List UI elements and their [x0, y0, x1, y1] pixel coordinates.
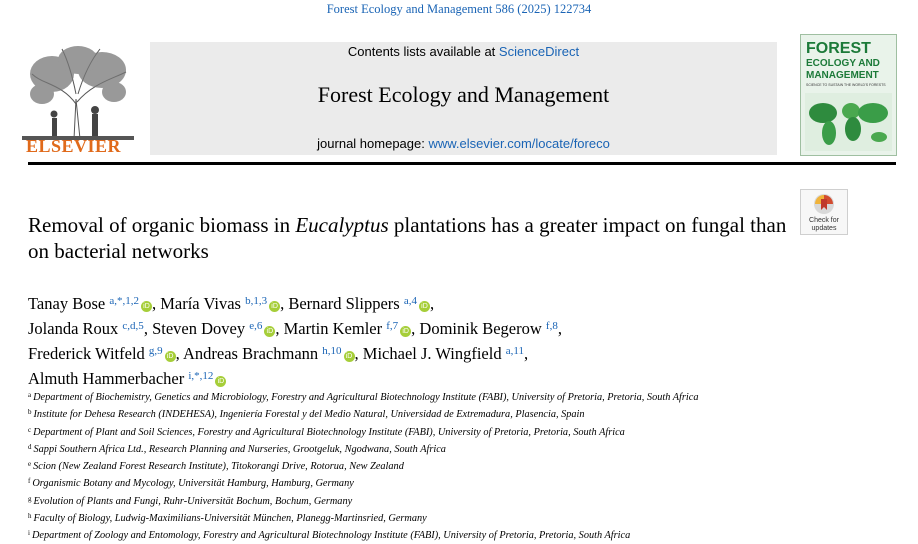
- article-title: [28, 212, 798, 264]
- affiliation-key: a: [28, 391, 32, 399]
- orcid-icon[interactable]: iD: [344, 351, 355, 362]
- author-affiliation-marks[interactable]: e,6: [249, 320, 263, 332]
- affiliation-key: e: [28, 460, 32, 469]
- affiliation-item: [28, 405, 888, 422]
- author-affiliation-marks[interactable]: a,11: [505, 345, 524, 357]
- sciencedirect-link[interactable]: ScienceDirect: [498, 44, 580, 59]
- orcid-icon[interactable]: iD: [269, 301, 280, 312]
- affiliation-item: [28, 423, 888, 440]
- author-name[interactable]: Tanay Bose: [28, 294, 106, 313]
- affiliation-item: [28, 509, 888, 526]
- publisher-name[interactable]: ELSEVIER: [26, 136, 122, 156]
- author-separator: ,: [523, 344, 529, 363]
- author-affiliation-marks[interactable]: g,9: [148, 345, 163, 357]
- affiliation-item: [28, 526, 888, 543]
- homepage-prefix: journal homepage:: [317, 136, 429, 151]
- cover-line2: ECOLOGY AND: [806, 58, 880, 69]
- author-separator: ,: [429, 294, 435, 313]
- affiliation-key: g: [28, 494, 32, 503]
- author-entry: [419, 319, 562, 338]
- author-separator: ,: [411, 319, 416, 338]
- affiliation-key: d: [28, 442, 32, 451]
- orcid-icon[interactable]: iD: [165, 351, 176, 362]
- author-name[interactable]: Jolanda Roux: [28, 319, 119, 338]
- affiliation-item: [28, 440, 888, 457]
- affiliation-text: Sappi Southern Africa Ltd., Research Planning and Nurseries, Grootgeluk, Ngodwana, South Africa: [33, 443, 446, 455]
- author-entry: [28, 344, 180, 363]
- author-name[interactable]: María Vivas: [160, 294, 241, 313]
- author-name[interactable]: Martin Kemler: [283, 319, 383, 338]
- author-affiliation-marks[interactable]: f,8: [545, 320, 558, 332]
- orcid-icon[interactable]: iD: [419, 301, 430, 312]
- author-affiliation-marks[interactable]: f,7: [386, 320, 399, 332]
- author-list: [28, 290, 888, 390]
- affiliation-item: [28, 457, 888, 474]
- author-separator: ,: [280, 294, 285, 313]
- cover-line3: MANAGEMENT: [806, 70, 879, 81]
- check-for-updates-badge[interactable]: [800, 189, 848, 235]
- author-separator: ,: [175, 344, 180, 363]
- affiliation-text: Institute for Dehesa Research (INDEHESA), Ingeniería Forestal y del Medio Natural, Universidad de Extremadura, Plasencia, Spain: [33, 409, 585, 421]
- author-name[interactable]: Dominik Begerow: [419, 319, 542, 338]
- cover-tagline: SCIENCE TO SUSTAIN THE WORLD'S FORESTS: [806, 83, 886, 87]
- orcid-icon[interactable]: iD: [215, 376, 226, 387]
- orcid-icon[interactable]: iD: [141, 301, 152, 312]
- author-affiliation-marks[interactable]: c,d,5: [122, 320, 144, 332]
- affiliation-text: Evolution of Plants and Fungi, Ruhr-Universität Bochum, Bochum, Germany: [33, 495, 353, 507]
- author-separator: ,: [275, 319, 280, 338]
- affiliation-item: [28, 474, 888, 491]
- journal-title[interactable]: Forest Ecology and Management: [317, 82, 610, 107]
- author-separator: ,: [557, 319, 562, 338]
- author-entry: [160, 294, 284, 313]
- author-affiliation-marks[interactable]: a,4: [403, 295, 417, 307]
- affiliation-key: i: [28, 529, 30, 538]
- affiliation-key: f: [28, 477, 31, 486]
- cover-line1: FOREST: [806, 40, 871, 57]
- affiliation-text: Organismic Botany and Mycology, Universität Hamburg, Hamburg, Germany: [32, 478, 354, 490]
- world-map-icon: [805, 93, 892, 151]
- author-affiliation-marks[interactable]: b,1,3: [245, 295, 268, 307]
- author-name[interactable]: Michael J. Wingfield: [362, 344, 502, 363]
- contents-line: [150, 44, 777, 59]
- orcid-icon[interactable]: iD: [264, 326, 275, 337]
- affiliation-item: [28, 492, 888, 509]
- affiliation-text: Scion (New Zealand Forest Research Institute), Titokorangi Drive, Rotorua, New Zealand: [33, 461, 404, 473]
- author-name[interactable]: Steven Dovey: [152, 319, 246, 338]
- author-separator: ,: [143, 319, 148, 338]
- header-rule: [28, 162, 896, 165]
- check-line1: Check for: [809, 217, 839, 224]
- affiliation-text: Department of Plant and Soil Sciences, Forestry and Agricultural Biotechnology Institute (FABI), University of Pretoria, Pretoria, South Africa: [33, 426, 625, 438]
- journal-banner: [150, 42, 777, 155]
- bookmark-icon: [813, 193, 835, 215]
- orcid-icon[interactable]: iD: [400, 326, 411, 337]
- author-entry: [288, 294, 434, 313]
- author-entry: [363, 344, 528, 363]
- author-name[interactable]: Frederick Witfeld: [28, 344, 145, 363]
- author-name[interactable]: Almuth Hammerbacher: [28, 369, 185, 388]
- check-line2: updates: [811, 225, 837, 232]
- author-separator: ,: [151, 294, 157, 313]
- author-name[interactable]: Andreas Brachmann: [183, 344, 319, 363]
- homepage-link[interactable]: www.elsevier.com/locate/foreco: [428, 136, 610, 151]
- author-entry: [183, 344, 359, 363]
- affiliation-text: Department of Biochemistry, Genetics and Microbiology, Forestry and Agricultural Biotechnology Institute (FABI), University of Pretoria, Pretoria, South Africa: [33, 392, 699, 403]
- author-entry: [284, 319, 416, 338]
- author-affiliation-marks[interactable]: i,*,12: [188, 370, 214, 382]
- affiliation-list: [28, 388, 888, 544]
- author-name[interactable]: Bernard Slippers: [288, 294, 400, 313]
- affiliation-key: h: [28, 512, 32, 521]
- author-affiliation-marks[interactable]: a,*,1,2: [109, 295, 139, 307]
- affiliation-text: Department of Zoology and Entomology, Forestry and Agricultural Biotechnology Institute (FABI), University of Pretoria, Pretoria, South Africa: [31, 530, 631, 542]
- title-italic: Eucalyptus: [295, 213, 389, 237]
- journal-citation[interactable]: Forest Ecology and Management 586 (2025) 122734: [326, 2, 592, 16]
- author-entry: [28, 369, 226, 388]
- homepage-line: [150, 136, 777, 151]
- affiliation-text: Faculty of Biology, Ludwig-Maximilians-Universität München, Planegg-Martinsried, Germany: [33, 513, 427, 525]
- author-entry: [28, 294, 156, 313]
- title-part-2: plantations has a greater impact on fungal than on bacterial networks: [28, 213, 787, 263]
- author-separator: ,: [354, 344, 359, 363]
- affiliation-key: b: [28, 408, 32, 417]
- author-entry: [152, 319, 279, 338]
- title-part-1: Removal of organic biomass in: [28, 213, 296, 237]
- contents-prefix: Contents lists available at: [347, 44, 499, 59]
- journal-cover-image[interactable]: [800, 34, 897, 156]
- affiliation-item: [28, 388, 888, 405]
- author-affiliation-marks[interactable]: h,10: [322, 345, 342, 357]
- affiliation-key: c: [28, 425, 32, 434]
- author-entry: [28, 319, 148, 338]
